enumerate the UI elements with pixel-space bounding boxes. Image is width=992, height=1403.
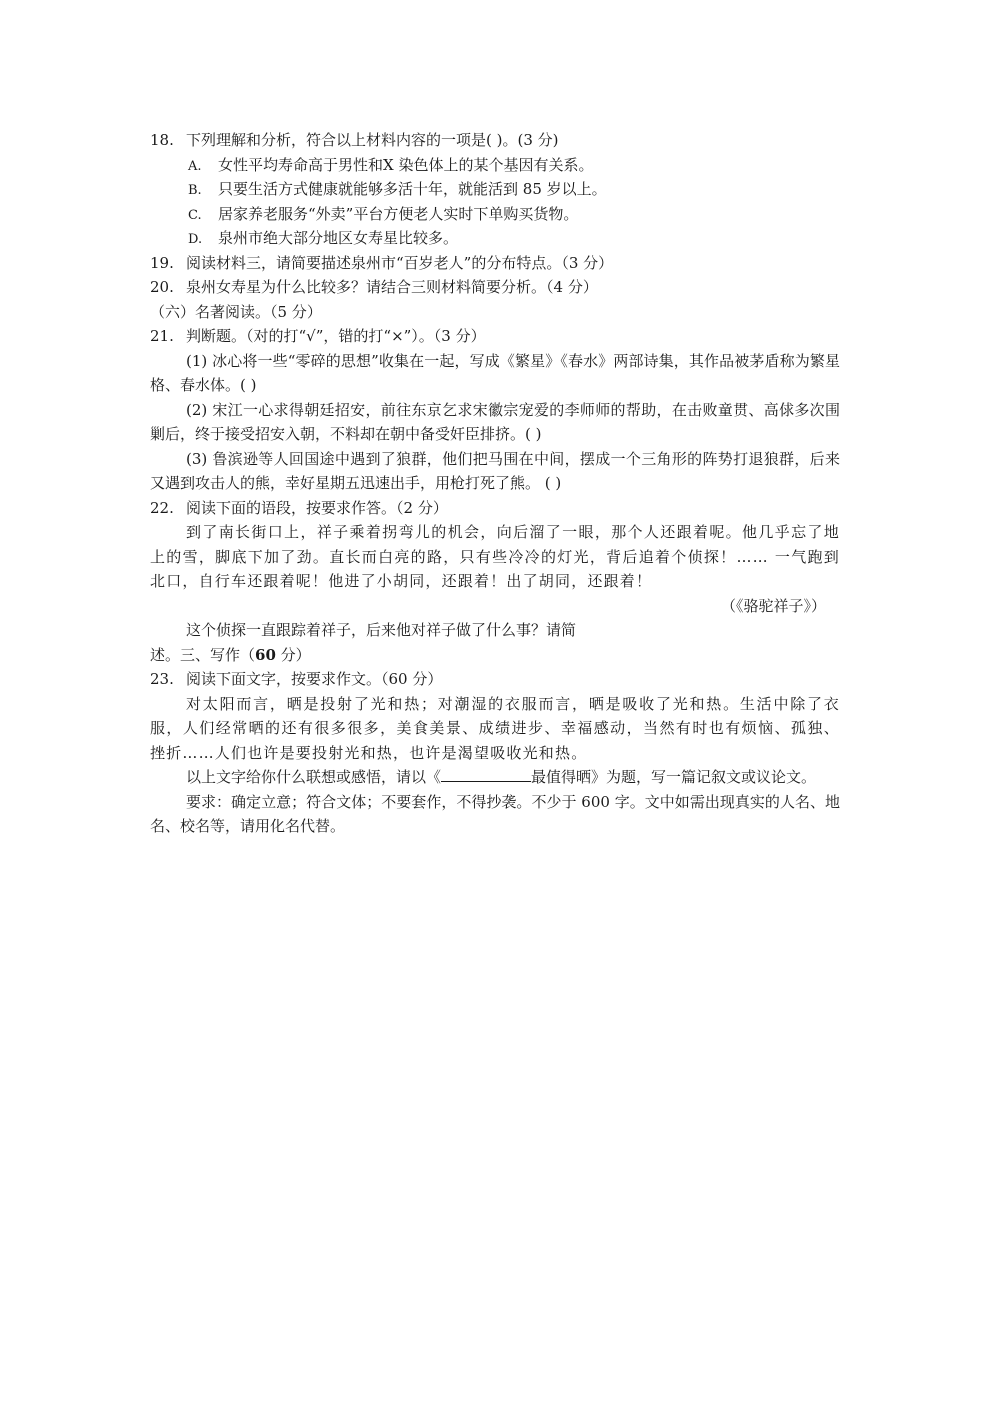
q18-number: 18.	[150, 131, 174, 149]
q22-passage: 到了南长街口上，祥子乘着拐弯儿的机会，向后溜了一眼，那个人还跟着呢。他几乎忘了地上的雪，脚底下加了劲。直长而白亮的路，只有些冷冷的灯光，背后追着个侦探！…… 一气跑到北口，自行车还跟着呢！他进了小胡同，还跟着！出了胡同，还跟着！	[150, 523, 840, 590]
q21-number: 21.	[150, 327, 174, 345]
q23-requirements: 要求：确定立意；符合文体；不要套作，不得抄袭。不少于 600 字。文中如需出现真实的人名、地名、校名等，请用化名代替。	[150, 792, 840, 835]
q18-option-a	[150, 153, 840, 178]
q21-item-3: (3) 鲁滨逊等人回国途中遇到了狼群，他们把马围在中间，摆成一个三角形的阵势打退狼群，后来又遇到攻击人的熊，幸好星期五迅速出手，用枪打死了熊。 ( )	[150, 449, 840, 492]
q23-stem: 阅读下面文字，按要求作文。（60 分）	[186, 670, 443, 688]
q21-stem: 判断题。（对的打“√”，错的打“×”）。（3 分）	[186, 327, 486, 345]
option-label: B.	[188, 183, 202, 198]
q20-number: 20.	[150, 278, 174, 296]
section-3-heading	[150, 643, 840, 668]
q23-number: 23.	[150, 670, 174, 688]
q19-line	[150, 251, 840, 276]
q18-stem-line	[150, 128, 840, 153]
title-blank[interactable]	[441, 765, 531, 782]
section-6-heading: （六）名著阅读。（5 分）	[150, 302, 322, 321]
option-label: C.	[188, 207, 202, 223]
q21-stem-line	[150, 324, 840, 349]
q18-option-b	[150, 177, 840, 202]
option-text: 泉州市绝大部分地区女寿星比较多。	[218, 229, 459, 247]
q20-line	[150, 275, 840, 300]
q22-source: （《骆驼祥子》）	[720, 596, 826, 615]
option-text: 居家养老服务“外卖”平台方便老人实时下单购买货物。	[218, 204, 579, 223]
q23-prompt-before: 以上文字给你什么联想或感悟，请以《	[186, 768, 442, 786]
exam-page	[150, 128, 840, 839]
q20-text: 泉州女寿星为什么比较多？请结合三则材料简要分析。（4 分）	[186, 278, 598, 296]
q18-stem: 下列理解和分析，符合以上材料内容的一项是( )。(3 分)	[186, 131, 559, 149]
q21-item-1: (1) 冰心将一些“零碎的思想”收集在一起，写成《繁星》《春水》两部诗集，其作品被茅盾称为繁星格、春水体。( )	[150, 351, 840, 394]
q23-prompt	[150, 765, 840, 790]
q18-option-c	[150, 202, 840, 227]
option-label: D.	[188, 232, 203, 247]
q18-option-d	[150, 226, 840, 251]
q23-prompt-after: 最值得晒》为题，写一篇记叙文或议论文。	[531, 768, 817, 786]
section-3-suffix: 分）	[275, 645, 311, 664]
q22-stem-line	[150, 496, 840, 521]
section-3-score: 60	[255, 645, 276, 664]
q23-stem-line	[150, 667, 840, 692]
option-text: 女性平均寿命高于男性和X 染色体上的某个基因有关系。	[218, 155, 594, 174]
q22-stem: 阅读下面的语段，按要求作答。（2 分）	[186, 498, 448, 517]
q19-number: 19.	[150, 253, 174, 272]
q19-text: 阅读材料三，请简要描述泉州市“百岁老人”的分布特点。（3 分）	[186, 253, 614, 272]
q22-number: 22.	[150, 498, 174, 517]
q22-question: 这个侦探一直跟踪着祥子，后来他对祥子做了什么事？请简	[186, 621, 577, 639]
q21-item-2: (2) 宋江一心求得朝廷招安，前往东京乞求宋徽宗宠爱的李师师的帮助，在击败童贯、高俅多次围剿后，终于接受招安入朝，不料却在朝中备受奸臣排挤。( )	[150, 400, 840, 443]
option-label: A.	[188, 158, 202, 174]
section-3-prefix: 述。三、写作（	[150, 645, 256, 664]
option-text: 只要生活方式健康就能够多活十年，就能活到 85 岁以上。	[218, 180, 607, 198]
q23-passage: 对太阳而言，晒是投射了光和热；对潮湿的衣服而言，晒是吸收了光和热。生活中除了衣服，人们经常晒的还有很多很多，美食美景、成绩进步、幸福感动，当然有时也有烦恼、孤独、挫折……人们也许是要投射光和热，也许是渴望吸收光和热。	[150, 694, 840, 762]
